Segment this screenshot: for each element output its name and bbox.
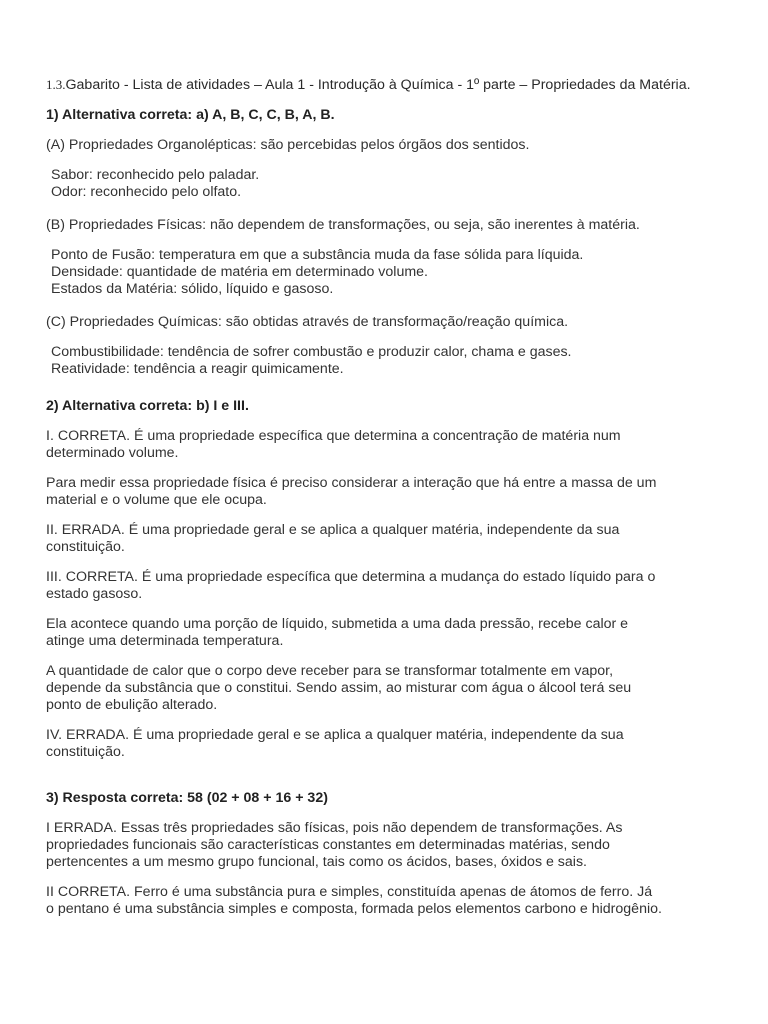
list-item: Densidade: quantidade de matéria em determinado volume. [51, 264, 428, 280]
q1-a-list [51, 167, 726, 201]
question-3-heading: 3) Resposta correta: 58 (02 + 08 + 16 + 32) [46, 790, 328, 806]
q1-a-intro: (A) Propriedades Organolépticas: são percebidas pelos órgãos dos sentidos. [46, 137, 530, 153]
q3-paragraph: II CORRETA. Ferro é uma substância pura e simples, constituída apenas de átomos de ferro. Já o pentano é uma substância simples e composta, formada pelos elementos carbono e hidrogênio. [46, 884, 662, 917]
q1-b-intro: (B) Propriedades Físicas: não dependem de transformações, ou seja, são inerentes à matéria. [46, 217, 640, 233]
list-item: Ponto de Fusão: temperatura em que a substância muda da fase sólida para líquida. [51, 247, 584, 263]
q2-paragraph: IV. ERRADA. É uma propriedade geral e se aplica a qualquer matéria, independente da sua constituição. [46, 727, 624, 760]
q3-paragraph: I ERRADA. Essas três propriedades são físicas, pois não dependem de transformações. As propriedades funcionais são características constantes em determinadas matérias, sendo pertencentes a um mesmo grupo funcional, tais como os ácidos, bases, óxidos e sais. [46, 820, 623, 870]
list-item: Reatividade: tendência a reagir quimicamente. [51, 361, 344, 377]
section-number: 1.3. [46, 77, 66, 92]
list-item: Combustibilidade: tendência de sofrer combustão e produzir calor, chama e gases. [51, 344, 572, 360]
q2-paragraph: II. ERRADA. É uma propriedade geral e se aplica a qualquer matéria, independente da sua constituição. [46, 522, 620, 555]
q1-c-list [51, 344, 726, 378]
q2-paragraph: I. CORRETA. É uma propriedade específica que determina a concentração de matéria num determinado volume. [46, 428, 621, 461]
question-1-heading: 1) Alternativa correta: a) A, B, C, C, B, A, B. [46, 107, 335, 123]
document-page [46, 76, 726, 931]
title-text: Gabarito - Lista de atividades – Aula 1 - Introdução à Química - 1º parte – Propriedades da Matéria. [65, 77, 691, 93]
question-2-heading: 2) Alternativa correta: b) I e III. [46, 398, 249, 414]
q1-c-intro: (C) Propriedades Químicas: são obtidas através de transformação/reação química. [46, 314, 569, 330]
list-item: Estados da Matéria: sólido, líquido e gasoso. [51, 281, 334, 297]
spacer [46, 774, 726, 790]
q1-b-list [51, 247, 726, 298]
list-item: Odor: reconhecido pelo olfato. [51, 184, 242, 200]
q2-paragraph: A quantidade de calor que o corpo deve receber para se transformar totalmente em vapor, depende da substância que o constitui. Sendo assim, ao misturar com água o álcool terá seu ponto de ebulição alterado. [46, 663, 632, 713]
q2-paragraph: III. CORRETA. É uma propriedade específica que determina a mudança do estado líquido para o estado gasoso. [46, 569, 656, 602]
q2-paragraph: Ela acontece quando uma porção de líquido, submetida a uma dada pressão, recebe calor e atinge uma determinada temperatura. [46, 616, 629, 649]
document-title [46, 76, 726, 94]
q2-paragraph: Para medir essa propriedade física é preciso considerar a interação que há entre a massa de um material e o volume que ele ocupa. [46, 475, 657, 508]
list-item: Sabor: reconhecido pelo paladar. [51, 167, 260, 183]
